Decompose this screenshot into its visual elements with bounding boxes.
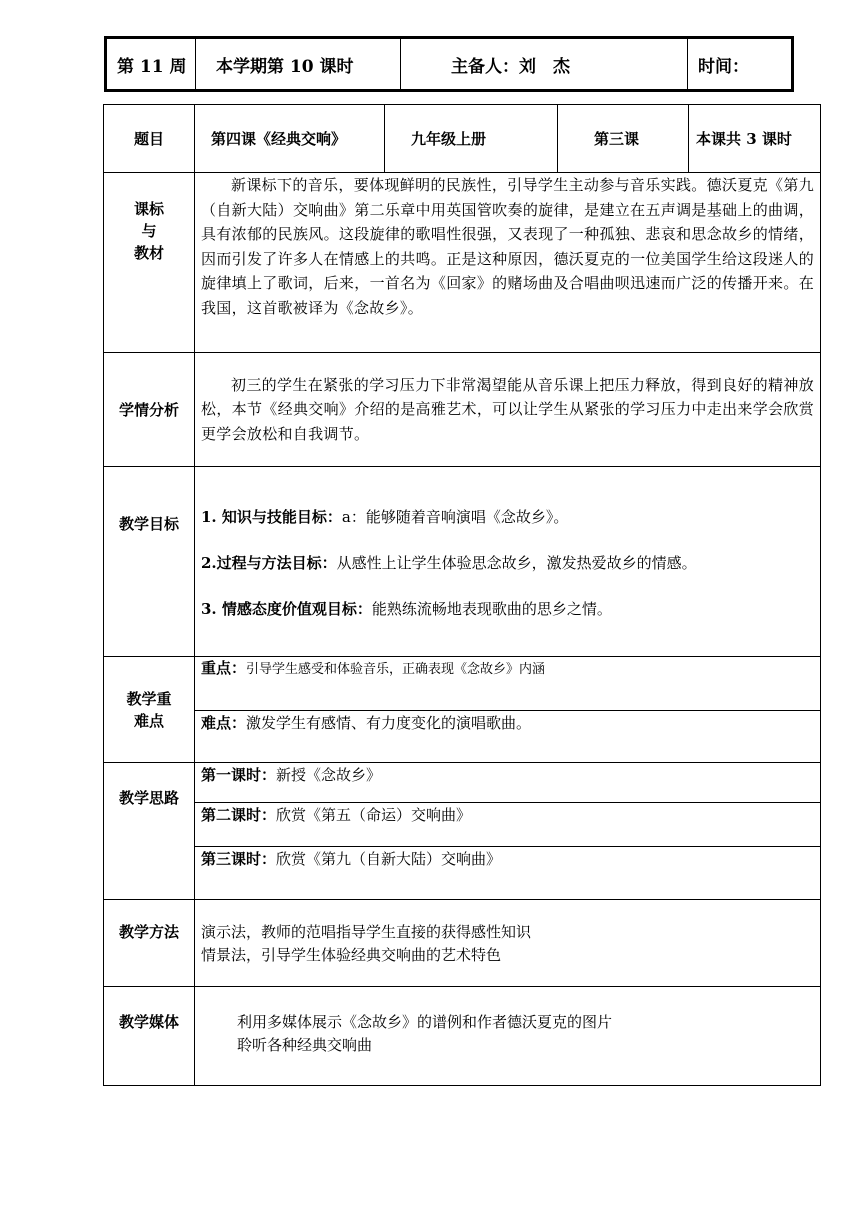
goal-body-1: a：能够随着音响演唱《念故乡》。	[341, 507, 569, 526]
media-line-1: 利用多媒体展示《念故乡》的谱例和作者德沃夏克的图片	[237, 1013, 613, 1031]
goal-head-1: 1. 知识与技能目标：	[201, 507, 342, 526]
key-points-content	[195, 657, 821, 763]
thinking-content	[195, 763, 821, 900]
lesson-number-cell: 本学期第 10 课时	[196, 38, 401, 91]
goal-item-1	[195, 503, 820, 529]
goal-item-3	[195, 597, 820, 621]
thinking-body-1: 新授《念故乡》	[276, 766, 382, 784]
methods-row	[104, 900, 821, 987]
media-label: 教学媒体	[104, 987, 195, 1086]
analysis-row	[104, 353, 821, 467]
difficult-point	[195, 711, 820, 734]
goals-row	[104, 467, 821, 657]
curriculum-row	[104, 173, 821, 353]
goal-head-3: 3. 情感态度价值观目标：	[201, 599, 372, 618]
difficult-point-body: 激发学生有感情、有力度变化的演唱歌曲。	[246, 714, 532, 732]
media-content	[195, 987, 821, 1086]
thinking-head-3: 第三课时：	[201, 850, 277, 868]
key-points-label-2: 难点	[133, 711, 164, 730]
curriculum-label	[104, 173, 195, 353]
preparer-label: 主备人：	[451, 56, 519, 77]
analysis-text: 初三的学生在紧张的学习压力下非常渴望能从音乐课上把压力释放，得到良好的精神放松，本节《经典交响》介绍的是高雅艺术，可以让学生从紧张的学习压力中走出来学会欣赏更学会放松和自我调节。	[201, 375, 814, 443]
media-line-2: 聆听各种经典交响曲	[237, 1036, 373, 1054]
lesson-plan-table	[103, 104, 821, 1086]
goals-content	[195, 467, 821, 657]
goal-body-2: 从感性上让学生体验思念故乡，激发热爱故乡的情感。	[336, 553, 697, 572]
thinking-head-1: 第一课时：	[201, 766, 277, 784]
thinking-head-2: 第二课时：	[201, 806, 277, 824]
key-points-label-1: 教学重	[126, 689, 172, 708]
curriculum-label-1: 课标	[133, 200, 164, 218]
thinking-body-3: 欣赏《第九（自新大陆）交响曲》	[276, 850, 502, 868]
goal-body-3: 能熟练流畅地表现歌曲的思乡之情。	[371, 599, 612, 618]
curriculum-content	[195, 173, 821, 353]
analysis-label: 学情分析	[104, 353, 195, 467]
header-table	[104, 36, 794, 92]
topic-lesson: 第三课	[558, 105, 689, 173]
method-line-1: 演示法，教师的范唱指导学生直接的获得感性知识	[201, 923, 532, 941]
topic-row	[104, 105, 821, 173]
week-cell: 第 11 周	[106, 38, 196, 91]
key-points-label	[104, 657, 195, 763]
difficult-point-head: 难点：	[201, 714, 247, 732]
key-point	[195, 657, 820, 711]
goals-label: 教学目标	[104, 467, 195, 657]
key-points-row	[104, 657, 821, 763]
key-point-body: 引导学生感受和体验音乐，正确表现《念故乡》内涵	[246, 662, 546, 677]
methods-label: 教学方法	[104, 900, 195, 987]
goal-item-2	[195, 551, 820, 575]
curriculum-label-3: 教材	[133, 244, 164, 262]
topic-grade: 九年级上册	[385, 105, 558, 173]
thinking-item-2	[195, 803, 820, 847]
media-row	[104, 987, 821, 1086]
topic-title: 第四课《经典交响》	[195, 105, 385, 173]
thinking-body-2: 欣赏《第五（命运）交响曲》	[276, 806, 472, 824]
key-point-head: 重点：	[201, 659, 247, 677]
topic-label: 题目	[104, 105, 195, 173]
methods-content	[195, 900, 821, 987]
thinking-item-1	[195, 763, 820, 803]
thinking-item-3	[195, 847, 820, 871]
curriculum-text: 新课标下的音乐，要体现鲜明的民族性，引导学生主动参与音乐实践。德沃夏克《第九（自新大陆）交响曲》第二乐章中用英国管吹奏的旋律，是建立在五声调是基础上的曲调，具有浓郁的民族风。这段旋律的歌唱性很强，又表现了一种孤独、悲哀和思念故乡的情绪，因而引发了许多人在情感上的共鸣。正是这种原因，德沃夏克的一位美国学生给这段迷人的旋律填上了歌词，后来，一首名为《回家》的赌场曲及合唱曲呗迅速而广泛的传播开来。在我国，这首歌被译为《念故乡》。	[201, 176, 814, 317]
thinking-label: 教学思路	[104, 763, 195, 900]
goal-head-2: 2.过程与方法目标：	[201, 553, 337, 572]
time-cell: 时间：	[688, 38, 793, 91]
curriculum-label-2: 与	[141, 222, 157, 240]
topic-total: 本课共 3 课时	[689, 105, 821, 173]
preparer-name: 刘 杰	[519, 56, 570, 77]
thinking-row	[104, 763, 821, 900]
preparer-cell	[401, 38, 688, 91]
analysis-content	[195, 353, 821, 467]
method-line-2: 情景法，引导学生体验经典交响曲的艺术特色	[201, 946, 502, 964]
